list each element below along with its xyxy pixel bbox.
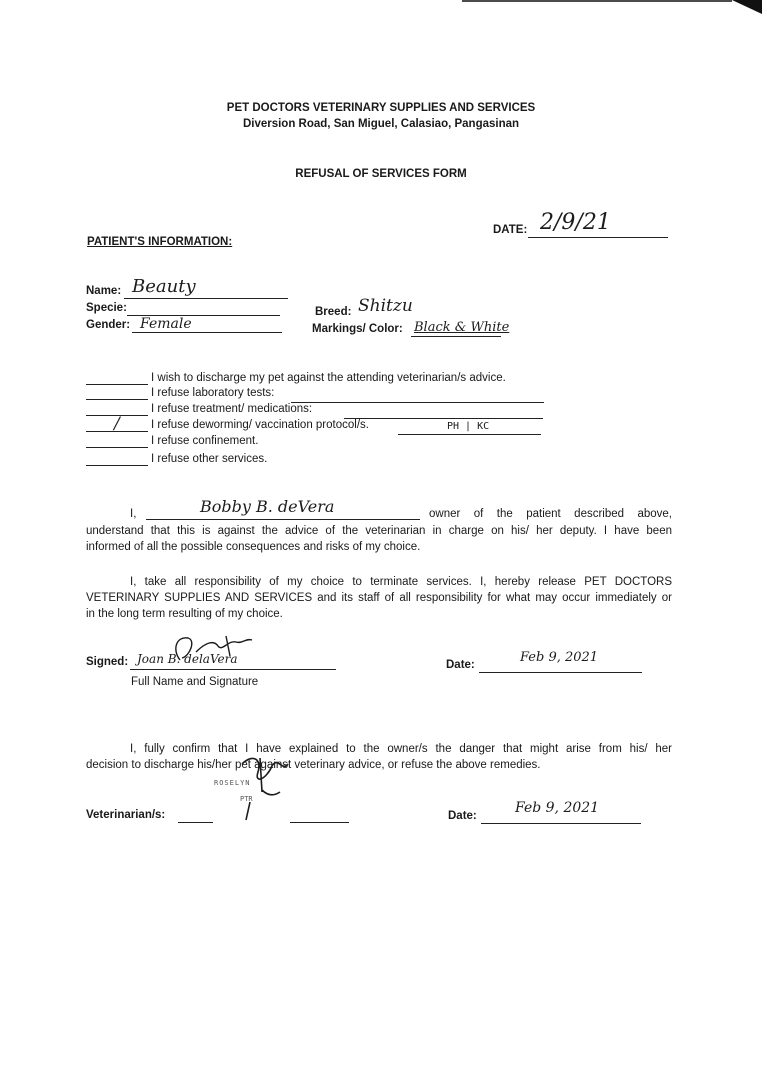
statement-line-3: informed of all the possible consequences and risks of my choice. bbox=[86, 541, 421, 553]
gender-label: Gender: bbox=[86, 319, 131, 331]
date-line bbox=[528, 237, 668, 238]
markings-line bbox=[411, 336, 501, 337]
confirm-date-value: Feb 9, 2021 bbox=[515, 800, 600, 816]
option-blank bbox=[86, 399, 148, 400]
owner-name-value: Bobby B. deVera bbox=[200, 497, 335, 516]
option-label: I wish to discharge my pet against the attending veterinarian/s advice. bbox=[151, 372, 506, 384]
signed-date-label: Date: bbox=[446, 659, 475, 671]
date-value: 2/9/21 bbox=[540, 210, 611, 235]
option-label: I refuse confinement. bbox=[151, 435, 259, 447]
option-blank bbox=[86, 384, 148, 385]
option-detail-line bbox=[291, 402, 544, 403]
confirm-line-2: decision to discharge his/her pet against veterinary advice, or refuse the above remedies. bbox=[86, 759, 541, 771]
signed-date-line bbox=[479, 672, 642, 673]
owner-name-line bbox=[146, 519, 420, 520]
option-mark: / bbox=[114, 414, 120, 434]
option-detail-line bbox=[344, 418, 543, 419]
veterinarian-signature bbox=[232, 752, 322, 822]
confirm-line-1: I, fully confirm that I have explained to the owner/s the danger that might arise from his/ her bbox=[130, 743, 672, 755]
name-label: Name: bbox=[86, 285, 122, 297]
statement-line-2: understand that this is against the advice of the veterinarian in charge on his/ her deputy. I have been bbox=[86, 525, 672, 537]
breed-value: Shitzu bbox=[358, 296, 413, 316]
statement-prefix: I, bbox=[130, 508, 137, 520]
signed-label: Signed: bbox=[86, 656, 129, 668]
date-label: DATE: bbox=[493, 224, 528, 236]
signature-line bbox=[130, 669, 336, 670]
name-value: Beauty bbox=[132, 276, 196, 297]
company-address: Diversion Road, San Miguel, Calasiao, Pangasinan bbox=[242, 118, 520, 130]
signature-value: Joan B. delaVera bbox=[137, 652, 238, 666]
markings-label: Markings/ Color: bbox=[312, 323, 403, 335]
statement-owner-suffix: owner of the patient described above, bbox=[429, 508, 672, 520]
company-name: PET DOCTORS VETERINARY SUPPLIES AND SERVICES bbox=[226, 102, 536, 114]
release-line-3: in the long term resulting of my choice. bbox=[86, 608, 283, 620]
confirm-date-label: Date: bbox=[448, 810, 477, 822]
veterinarian-line-2 bbox=[290, 822, 349, 823]
release-line-2: VETERINARY SUPPLIES AND SERVICES and its staff of all responsibility for what may occur immediately or bbox=[86, 592, 672, 604]
breed-label: Breed: bbox=[315, 306, 352, 318]
option-detail-line bbox=[398, 434, 541, 435]
release-line-1: I, take all responsibility of my choice to terminate services. I, hereby release PET DOCTORS bbox=[130, 576, 672, 588]
option-blank bbox=[86, 465, 148, 466]
name-line bbox=[124, 298, 288, 299]
option-label: I refuse other services. bbox=[151, 453, 268, 465]
veterinarian-label: Veterinarian/s: bbox=[86, 809, 166, 821]
signature-caption: Full Name and Signature bbox=[131, 676, 259, 688]
markings-value: Black & White bbox=[414, 320, 510, 335]
veterinarian-line-1 bbox=[178, 822, 213, 823]
veterinarian-stamp: ROSELYN bbox=[214, 779, 251, 787]
signed-date-value: Feb 9, 2021 bbox=[520, 650, 599, 665]
veterinarian-stamp-ptr: PTR bbox=[240, 795, 253, 803]
form-title: REFUSAL OF SERVICES FORM bbox=[295, 168, 467, 180]
gender-value: Female bbox=[140, 316, 192, 332]
confirm-date-line bbox=[481, 823, 641, 824]
option-detail-value: PH | KC bbox=[447, 421, 490, 432]
specie-label: Specie: bbox=[86, 302, 127, 314]
scan-corner-mark bbox=[462, 0, 762, 14]
patient-section-title: PATIENT'S INFORMATION: bbox=[87, 236, 233, 248]
option-label: I refuse treatment/ medications: bbox=[151, 403, 313, 415]
option-blank bbox=[86, 447, 148, 448]
option-label: I refuse laboratory tests: bbox=[151, 387, 275, 399]
option-label: I refuse deworming/ vaccination protocol/s. bbox=[151, 419, 369, 431]
gender-line bbox=[132, 332, 282, 333]
